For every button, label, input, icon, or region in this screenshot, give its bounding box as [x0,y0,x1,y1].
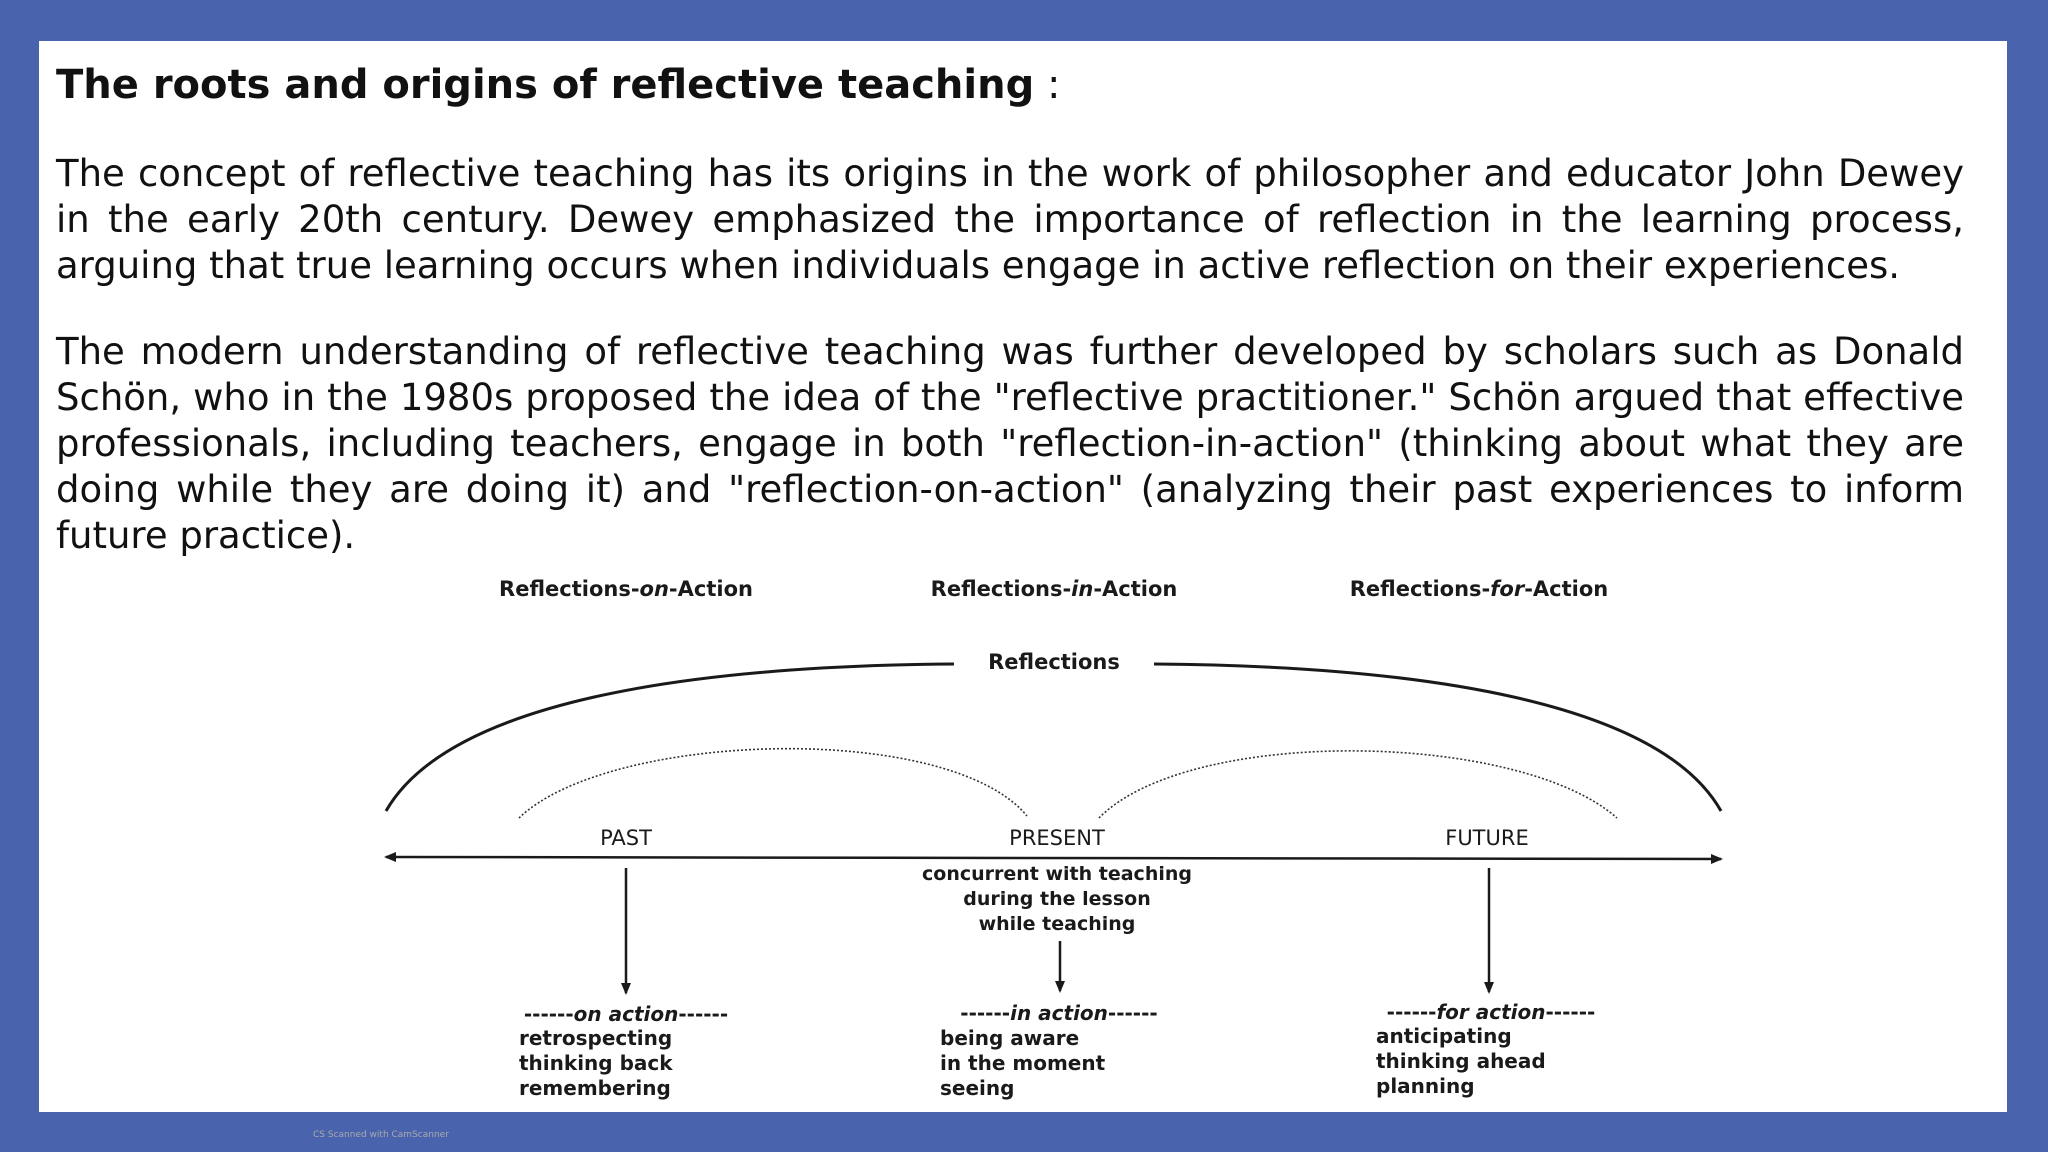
timeline-present: PRESENT [1009,826,1105,850]
for-action-item-3: planning [1376,1074,1475,1098]
on-action-item-3: remembering [519,1076,671,1100]
on-action-item-2: thinking back [519,1051,673,1075]
past-present-arc [519,749,1027,818]
timeline-future: FUTURE [1445,826,1529,850]
label-reflections-for-action: Reflections-for-Action [1349,577,1609,601]
present-note-1: concurrent with teaching [922,863,1192,885]
slide [39,41,2007,1140]
timeline-arrow [386,857,1721,859]
slide-heading [56,59,1964,111]
reflections-big-arc-left [386,664,954,811]
slide-content [56,59,1964,559]
label-reflections: Reflections [988,650,1120,674]
on-action-item-1: retrospecting [519,1026,673,1050]
heading-colon: : [1034,62,1061,108]
reflections-big-arc-right [1154,664,1721,811]
in-action-item-3: seeing [940,1076,1015,1100]
for-action-item-2: thinking ahead [1376,1049,1546,1073]
paragraph-schon: The modern understanding of reflective teaching was further developed by scholars such as Donald Schön, who in the 1980s proposed the idea of the "reflective practitioner." Schön argued that effective professionals, including teachers, engage in both "reflection-in-action" (thinking about what they are doing while they are doing it) and "reflection-on-action" (analyzing their past experiences to inform future practice). [56,330,1964,557]
timeline-past: PAST [600,826,652,850]
label-reflections-on-action: Reflections-on-Action [499,577,753,601]
label-reflections-in-action: Reflections-in-Action [930,577,1178,601]
heading-in-action: ------in action------ [960,1001,1158,1025]
present-note-3: while teaching [978,913,1136,935]
scanner-watermark: CS Scanned with CamScanner [313,1130,449,1140]
in-action-item-2: in the moment [940,1051,1106,1075]
paragraph-dewey: The concept of reflective teaching has its origins in the work of philosopher and educator John Dewey in the early 20th century. Dewey emphasized the importance of reflection in the learning process, arguing that true learning occurs when individuals engage in active reflection on their experiences. [56,152,1964,287]
heading-for-action: ------for action------ [1386,1000,1596,1024]
reflection-diagram-svg [309,561,1709,1140]
in-action-item-1: being aware [940,1026,1080,1050]
heading-on-action: ------on action------ [523,1002,729,1026]
for-action-item-1: anticipating [1376,1024,1512,1048]
reflection-diagram [309,561,1709,1140]
present-future-arc [1099,751,1617,818]
present-note-2: during the lesson [963,888,1151,910]
heading-title: The roots and origins of reflective teaching [56,62,1035,108]
